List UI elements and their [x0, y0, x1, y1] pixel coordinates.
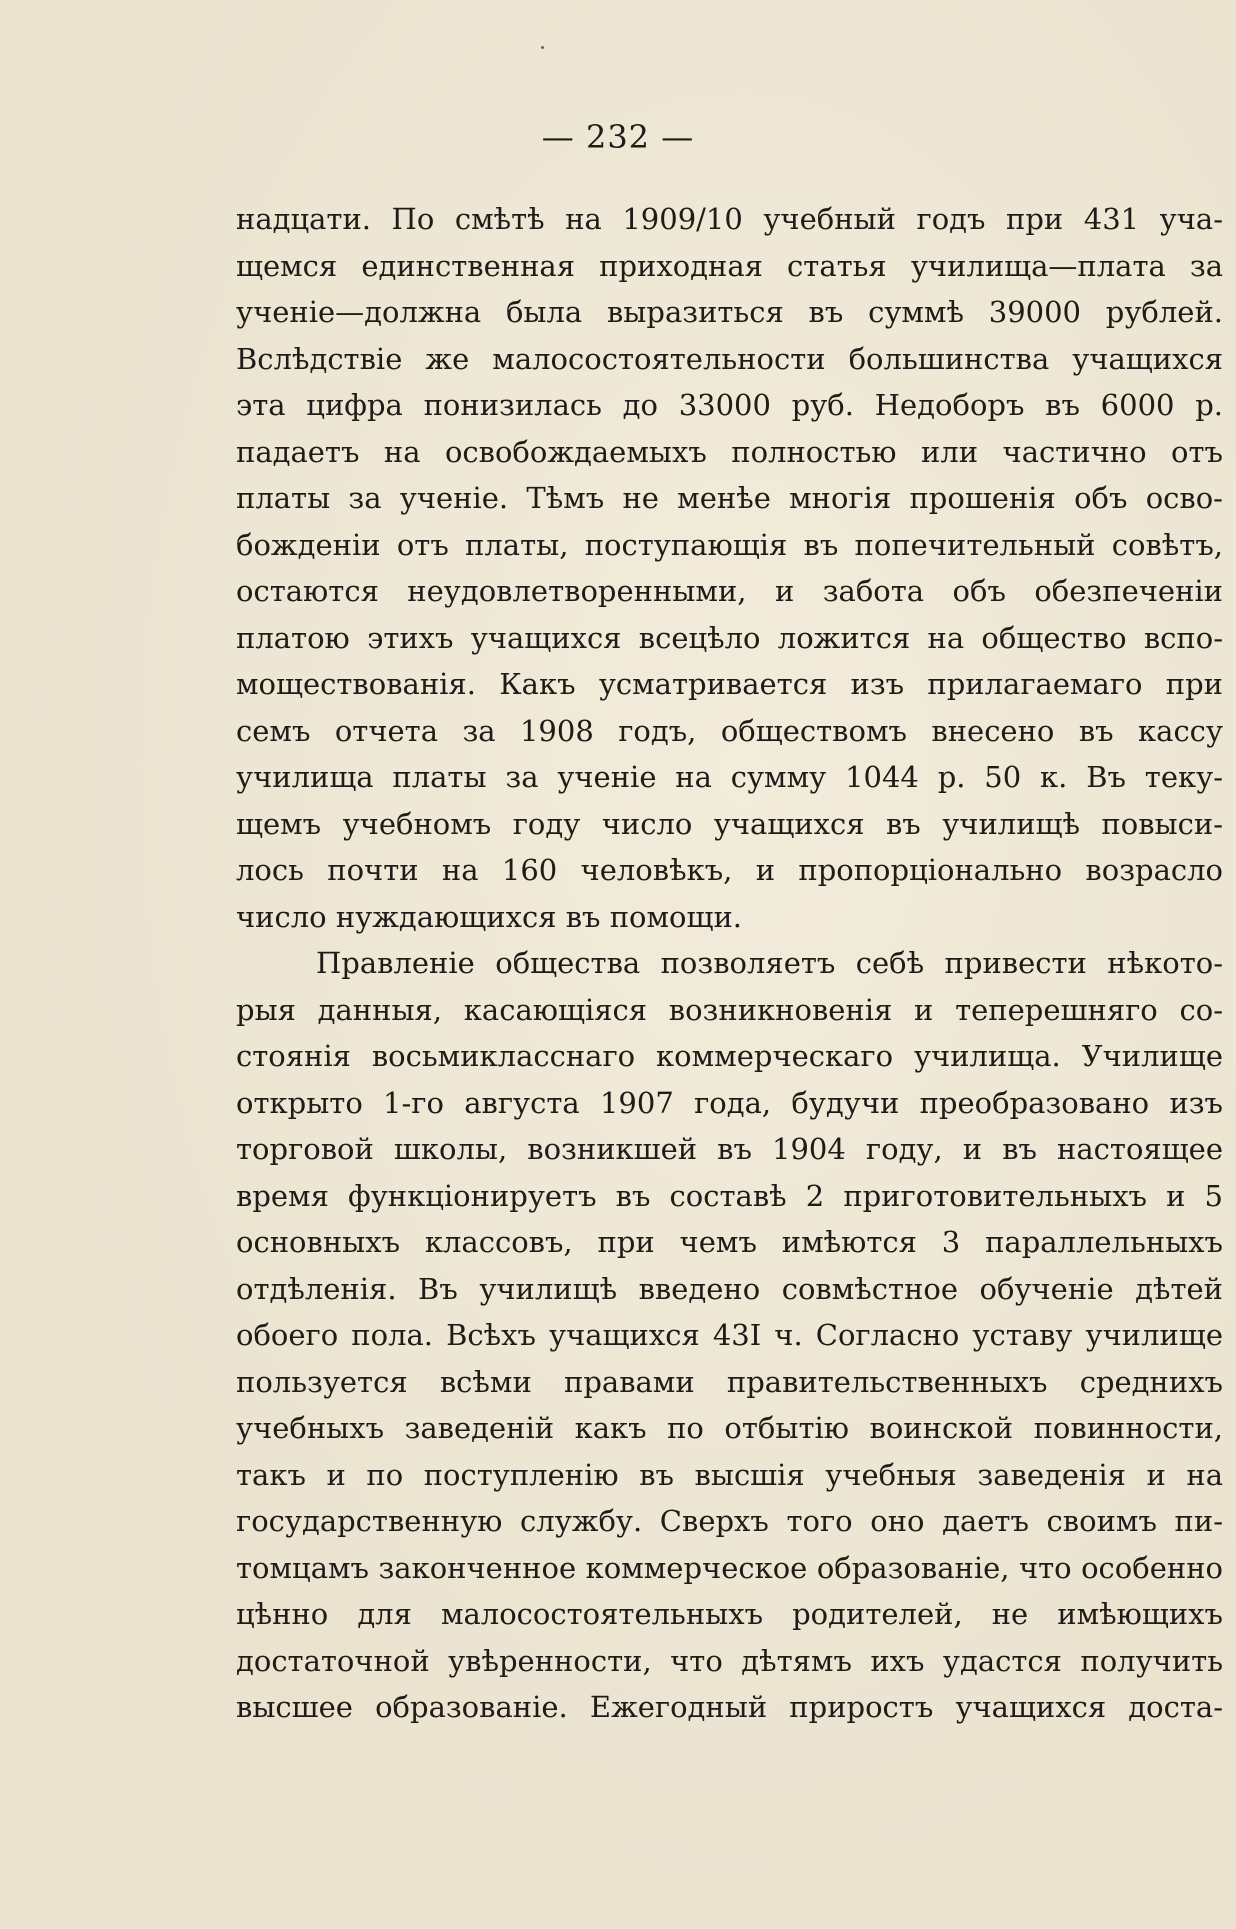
text-line: пользуется всѣми правами правительственныхъ среднихъ — [236, 1364, 1223, 1399]
text-line: эта цифра понизилась до 33000 руб. Недоборъ въ 6000 р. — [236, 388, 1223, 422]
text-line: основныхъ классовъ, при чемъ имѣются 3 параллельныхъ — [236, 1225, 1223, 1259]
paragraph-end-line: число нуждающихся въ помощи. — [236, 899, 743, 934]
text-line: щемъ учебномъ году число учащихся въ училищѣ повыси- — [236, 806, 1223, 841]
paragraph-start-line: Правленіе общества позволяетъ себѣ привести нѣкото- — [316, 946, 1223, 980]
text-line: время функціонируетъ въ составѣ 2 приготовительныхъ и 5 — [236, 1178, 1223, 1213]
text-line: цѣнно для малосостоятельныхъ родителей, не имѣющихъ — [236, 1597, 1223, 1631]
body-text — [236, 196, 1223, 1731]
text-line: рыя данныя, касающіяся возникновенія и теперешняго со- — [236, 992, 1223, 1027]
text-line: Вслѣдствіе же малосостоятельности большинства учащихся — [236, 341, 1223, 376]
page-speck — [541, 46, 544, 49]
page-number: — 232 — — [541, 118, 695, 156]
text-line: платы за ученіе. Тѣмъ не менѣе многія прошенія объ осво- — [236, 481, 1223, 515]
text-line: ученіе—должна была выразиться въ суммѣ 39000 рублей. — [236, 295, 1223, 329]
text-line: томцамъ законченное коммерческое образованіе, что особенно — [236, 1550, 1223, 1585]
text-line: достаточной увѣренности, что дѣтямъ ихъ удастся получить — [236, 1643, 1223, 1678]
text-line: высшее образованіе. Ежегодный приростъ учащихся доста- — [236, 1690, 1223, 1724]
text-line: государственную службу. Сверхъ того оно даетъ своимъ пи- — [236, 1504, 1223, 1538]
text-line: надцати. По смѣтѣ на 1909/10 учебный годъ при 431 уча- — [236, 202, 1223, 236]
text-line: обоего пола. Всѣхъ учащихся 43I ч. Согласно уставу училище — [236, 1318, 1223, 1352]
text-line: семъ отчета за 1908 годъ, обществомъ внесено въ кассу — [236, 713, 1223, 748]
text-line: учебныхъ заведеній какъ по отбытію воинской повинности, — [236, 1411, 1223, 1445]
text-line: училища платы за ученіе на сумму 1044 р. 50 к. Въ теку- — [236, 760, 1223, 794]
text-line: падаетъ на освобождаемыхъ полностью или частично отъ — [236, 434, 1223, 469]
text-line: платою этихъ учащихся всецѣло ложится на общество вспо- — [236, 620, 1223, 655]
text-line: торговой школы, возникшей въ 1904 году, и въ настоящее — [236, 1132, 1223, 1166]
text-line: остаются неудовлетворенными, и забота объ обезпеченіи — [236, 574, 1223, 608]
text-line: такъ и по поступленію въ высшія учебныя заведенія и на — [236, 1457, 1223, 1492]
text-line: лось почти на 160 человѣкъ, и пропорціонально возрасло — [236, 853, 1223, 887]
text-line: божденіи отъ платы, поступающія въ попечительный совѣтъ, — [236, 527, 1223, 562]
text-line: отдѣленія. Въ училищѣ введено совмѣстное обученіе дѣтей — [236, 1271, 1223, 1306]
text-line: щемся единственная приходная статья училища—плата за — [236, 248, 1223, 283]
text-line: открыто 1-го августа 1907 года, будучи преобразовано изъ — [236, 1085, 1223, 1120]
text-line: стоянія восьмикласснаго коммерческаго училища. Училище — [236, 1039, 1223, 1073]
text-line: моществованія. Какъ усматривается изъ прилагаемаго при — [236, 667, 1223, 701]
